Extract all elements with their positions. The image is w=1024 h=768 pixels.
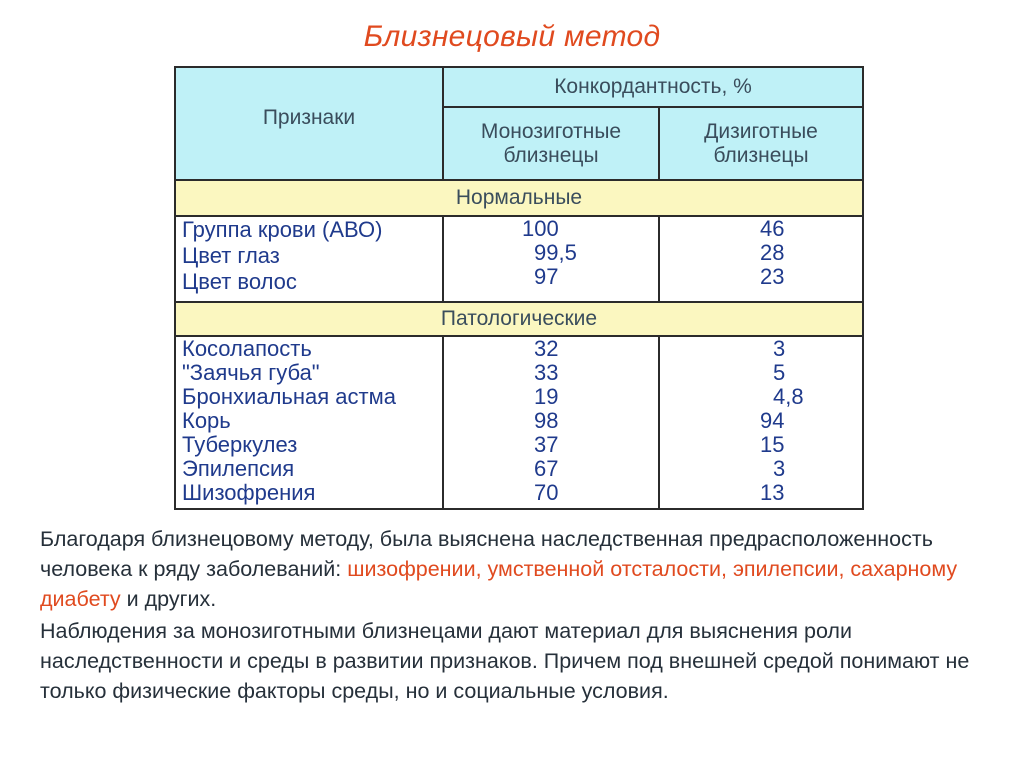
paragraph-heredity-intro: Благодаря близнецовому методу, была выяснена наследственная предрасположенность человека к ряду заболеваний: xyxy=(40,527,933,581)
mono-value: 98 xyxy=(534,408,559,433)
trait-name: Косолапость xyxy=(182,336,312,361)
trait-name: "Заячья губа" xyxy=(182,360,320,385)
page-title: Близнецовый метод xyxy=(363,20,661,53)
column-header-concordance: Конкордантность, % xyxy=(443,67,863,107)
section-pathological: Патологические xyxy=(175,302,863,336)
section-normal: Нормальные xyxy=(175,180,863,216)
trait-name: Туберкулез xyxy=(182,432,298,457)
di-value: 3 xyxy=(773,336,786,361)
pathological-mono-cell xyxy=(443,336,659,509)
normal-mono-cell xyxy=(443,216,659,302)
pathological-names-cell xyxy=(175,336,443,509)
mono-value: 19 xyxy=(534,384,559,409)
header-mono-line1: Монозиготные xyxy=(480,119,622,143)
trait-name: Цвет глаз xyxy=(182,243,280,268)
mono-value: 97 xyxy=(534,264,559,289)
di-value: 5 xyxy=(773,360,786,385)
trait-name: Шизофрения xyxy=(182,480,316,505)
trait-name: Бронхиальная астма xyxy=(182,384,396,409)
mono-value: 70 xyxy=(534,480,559,505)
trait-name: Эпилепсия xyxy=(182,456,295,481)
mono-value: 32 xyxy=(534,336,559,361)
paragraph-heredity xyxy=(40,524,1000,614)
column-header-dizygotic xyxy=(659,107,863,180)
pathological-di-cell xyxy=(659,336,863,509)
column-header-monozygotic xyxy=(443,107,659,180)
header-di-line1: Дизиготные xyxy=(704,119,818,143)
di-value: 4,8 xyxy=(773,384,804,409)
trait-name: Группа крови (АВО) xyxy=(182,217,383,242)
di-value: 94 xyxy=(760,408,785,433)
column-header-signs: Признаки xyxy=(175,67,443,180)
normal-names-cell xyxy=(175,216,443,302)
mono-value: 37 xyxy=(534,432,559,457)
di-value: 13 xyxy=(760,480,785,505)
di-value: 23 xyxy=(760,264,785,289)
header-di-line2: близнецы xyxy=(713,143,809,167)
di-value: 3 xyxy=(773,456,786,481)
di-value: 46 xyxy=(760,216,785,241)
normal-di-cell xyxy=(659,216,863,302)
mono-value: 100 xyxy=(522,216,559,241)
di-value: 15 xyxy=(760,432,785,457)
mono-value: 67 xyxy=(534,456,559,481)
paragraph-heredity-end: и других. xyxy=(120,587,217,611)
diseases-highlight: шизофрении, умственной отсталости, эпилепсии, сахарному диабету xyxy=(40,557,958,611)
mono-value: 33 xyxy=(534,360,559,385)
paragraph-observations: Наблюдения за монозиготными близнецами дают материал для выяснения роли наследственности и среды в развитии признаков. Причем под внешней средой понимают не только физические факторы среды, но и социальные условия. xyxy=(40,619,970,703)
trait-name: Корь xyxy=(182,408,231,433)
di-value: 28 xyxy=(760,240,785,265)
trait-name: Цвет волос xyxy=(182,269,297,294)
header-mono-line2: близнецы xyxy=(503,143,599,167)
mono-value: 99,5 xyxy=(534,240,577,265)
concordance-table xyxy=(174,66,864,510)
